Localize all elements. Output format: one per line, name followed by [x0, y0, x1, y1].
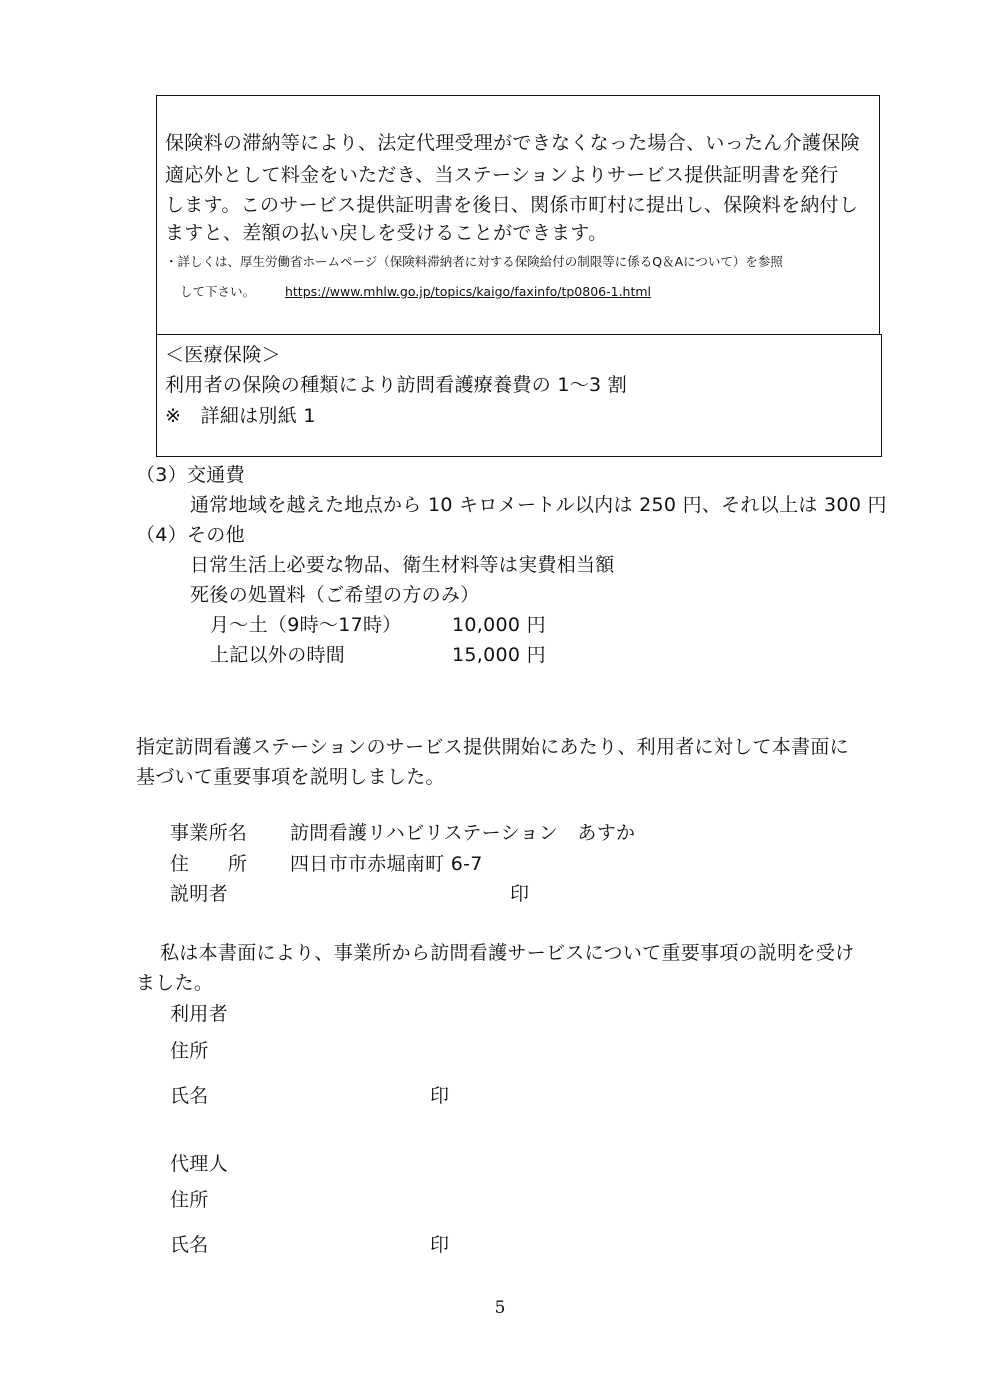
reference-note-line-1: ・詳しくは、厚生労働省ホームページ（保険料滞納者に対する保険給付の制限等に係るQ＆Aについて）を参照: [165, 254, 783, 269]
insurance-notice-line-3: します。このサービス提供証明書を後日、関係市町村に提出し、保険料を納付し: [165, 194, 859, 216]
fee-other-label: 上記以外の時間: [210, 644, 346, 666]
agent-name-label: 氏名: [170, 1234, 209, 1256]
mhlw-link[interactable]: https://www.mhlw.go.jp/topics/kaigo/faxinfo/tp0806-1.html: [284, 284, 652, 299]
user-address-label: 住所: [170, 1040, 209, 1062]
other-line-1: 日常生活上必要な物品、衛生材料等は実費相当額: [190, 554, 615, 576]
other-line-2: 死後の処置料（ご希望の方のみ）: [190, 584, 480, 606]
fee-weekday-label: 月～土（9時～17時）: [210, 614, 402, 636]
consent-line-1: 私は本書面により、事業所から訪問看護サービスについて重要事項の説明を受け: [160, 942, 855, 964]
insurance-notice-line-4: ますと、差額の払い戻しを受けることができます。: [165, 222, 608, 244]
fee-weekday-value: 10,000 円: [452, 614, 546, 636]
fee-other-value: 15,000 円: [452, 644, 546, 666]
statement-line-1: 指定訪問看護ステーションのサービス提供開始にあたり、利用者に対して本書面に: [136, 736, 849, 758]
transport-heading: （3）交通費: [136, 464, 245, 486]
statement-line-2: 基づいて重要事項を説明しました。: [136, 766, 445, 788]
user-heading: 利用者: [170, 1003, 228, 1025]
medical-insurance-rate: 利用者の保険の種類により訪問看護療養費の 1～3 割: [165, 374, 628, 396]
insurance-notice-line-2: 適応外として料金をいただき、当ステーションよりサービス提供証明書を発行: [165, 164, 839, 186]
provider-name-value: 訪問看護リハビリステーション あすか: [290, 822, 636, 844]
agent-heading: 代理人: [170, 1153, 228, 1175]
reference-note-line-2: [180, 282, 651, 300]
medical-insurance-detail: ※ 詳細は別紙 1: [165, 405, 316, 427]
reference-note-prefix: して下さい。: [180, 284, 256, 299]
provider-address-label: 住 所: [170, 853, 248, 875]
other-heading: （4）その他: [136, 524, 245, 546]
user-name-label: 氏名: [170, 1085, 209, 1107]
medical-insurance-heading: ＜医療保険＞: [165, 344, 281, 366]
page-number: 5: [494, 1298, 506, 1318]
agent-seal: 印: [430, 1234, 450, 1256]
transport-text: 通常地域を越えた地点から 10 キロメートル以内は 250 円、それ以上は 300 円: [190, 494, 887, 516]
consent-line-2: ました。: [136, 972, 214, 994]
insurance-notice-line-1: 保険料の滞納等により、法定代理受理ができなくなった場合、いったん介護保険: [165, 132, 860, 154]
agent-address-label: 住所: [170, 1189, 209, 1211]
provider-address-value: 四日市市赤堀南町 6-7: [290, 853, 483, 875]
user-seal: 印: [430, 1085, 450, 1107]
explainer-label: 説明者: [170, 883, 228, 905]
explainer-seal: 印: [510, 883, 530, 905]
provider-name-label: 事業所名: [170, 822, 248, 844]
